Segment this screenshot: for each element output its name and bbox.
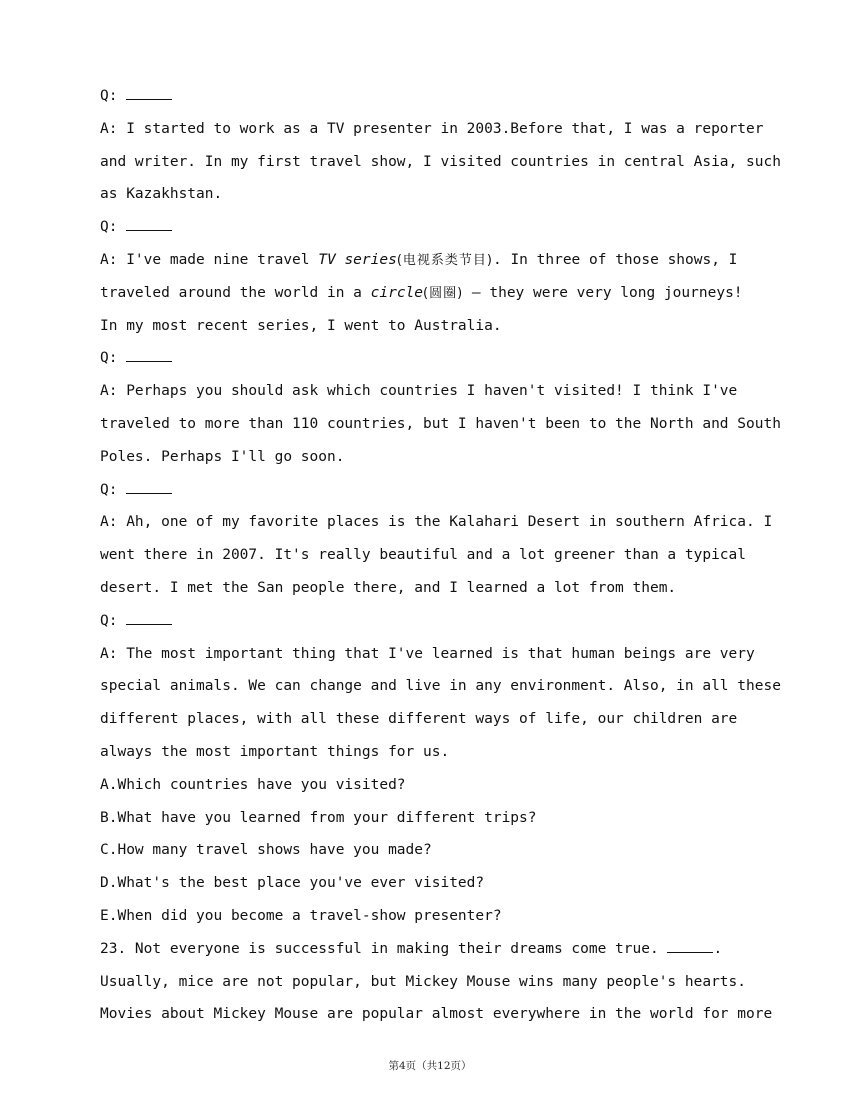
answer-blank	[126, 348, 172, 362]
chinese-gloss: (圆圈)	[423, 285, 464, 301]
answer-line: Poles. Perhaps I'll go soon.	[100, 448, 345, 465]
passage-line: Usually, mice are not popular, but Mickey Mouse wins many people's hearts.	[100, 973, 747, 990]
answer-blank	[126, 217, 172, 231]
answer-line: A: Ah, one of my favorite places is the Kalahari Desert in southern Africa. I	[100, 514, 773, 531]
answer-line: A: I started to work as a TV presenter in 2003.Before that, I was a reporter	[100, 120, 764, 137]
page-footer: 第4页（共12页）	[388, 1060, 472, 1072]
answer-blank	[126, 611, 172, 625]
italic-term: TV series	[318, 251, 397, 268]
option-b: B.What have you learned from your different trips?	[100, 809, 537, 826]
question-line: Q:	[100, 211, 765, 244]
answer-line: In my most recent series, I went to Australia.	[100, 317, 502, 334]
question-line: Q:	[100, 474, 765, 507]
chinese-gloss: (电视系类节目)	[396, 252, 493, 268]
passage-line: Movies about Mickey Mouse are popular almost everywhere in the world for more	[100, 1006, 773, 1023]
question-line: Q:	[100, 342, 765, 375]
answer-line: A: Perhaps you should ask which countries I haven't visited! I think I've	[100, 383, 738, 400]
document-body	[100, 80, 781, 1031]
answer-line: always the most important things for us.	[100, 743, 450, 760]
answer-line: special animals. We can change and live in any environment. Also, in all these	[100, 678, 781, 695]
question-line: Q:	[100, 605, 765, 638]
answer-line: desert. I met the San people there, and I learned a lot from them.	[100, 579, 677, 596]
option-c: C.How many travel shows have you made?	[100, 842, 432, 859]
answer-line: traveled to more than 110 countries, but I haven't been to the North and South	[100, 415, 781, 432]
option-a: A.Which countries have you visited?	[100, 776, 406, 793]
answer-line: A: I've made nine travel TV series(电视系类节目). In three of those shows, I	[100, 251, 738, 268]
answer-line: different places, with all these different ways of life, our children are	[100, 711, 738, 728]
answer-line: as Kazakhstan.	[100, 186, 223, 203]
answer-blank	[667, 939, 713, 953]
question-23-line: 23. Not everyone is successful in making their dreams come true. .	[100, 940, 723, 957]
answer-line: and writer. In my first travel show, I visited countries in central Asia, such	[100, 153, 781, 170]
answer-blank	[126, 86, 172, 100]
answer-line: traveled around the world in a circle(圆圈) — they were very long journeys!	[100, 284, 743, 301]
answer-blank	[126, 480, 172, 494]
answer-line: A: The most important thing that I've learned is that human beings are very	[100, 645, 755, 662]
option-e: E.When did you become a travel-show presenter?	[100, 907, 502, 924]
question-line: Q:	[100, 80, 765, 113]
answer-line: went there in 2007. It's really beautiful and a lot greener than a typical	[100, 547, 747, 564]
italic-term: circle	[370, 284, 424, 301]
option-d: D.What's the best place you've ever visited?	[100, 875, 485, 892]
